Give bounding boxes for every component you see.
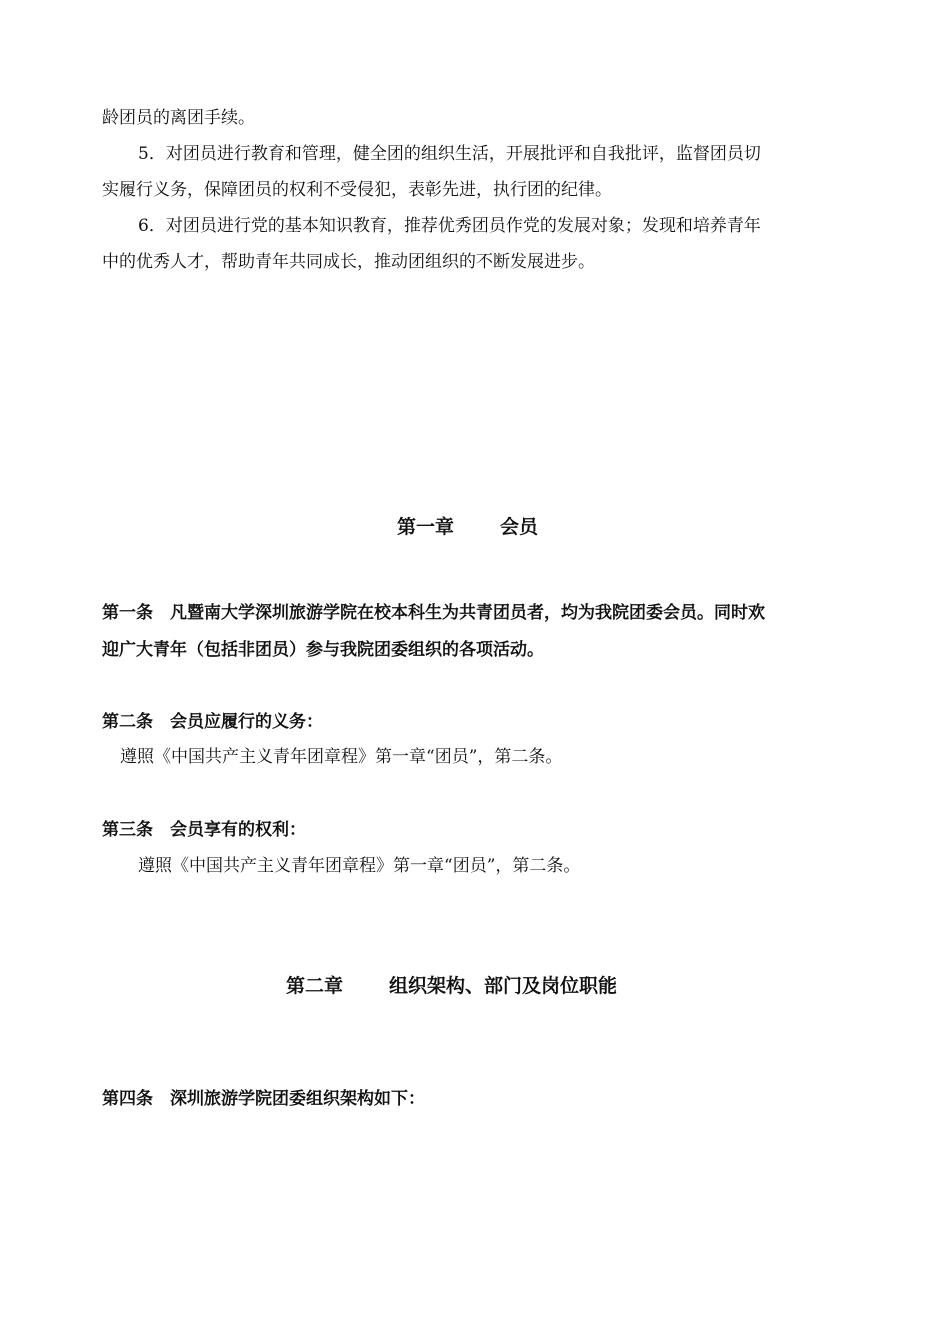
article-3-heading (102, 818, 306, 842)
list-item-5-line-1: 5．对团员进行教育和管理，健全团的组织生活，开展批评和自我批评，监督团员切 (138, 144, 761, 164)
article-2-body: 遵照《中国共产主义青年团章程》第一章“团员”，第二条。 (120, 747, 563, 767)
chapter-1-title: 会员 (500, 516, 539, 538)
chapter-2-heading (286, 973, 617, 999)
article-4-heading (102, 1087, 425, 1111)
list-item-5-line-2: 实履行义务，保障团员的权利不受侵犯，表彰先进，执行团的纪律。 (102, 180, 612, 200)
chapter-2-label: 第二章 (286, 975, 344, 997)
article-4-title: 深圳旅游学院团委组织架构如下： (170, 1089, 425, 1109)
chapter-1-heading (397, 514, 538, 540)
article-3-body: 遵照《中国共产主义青年团章程》第一章“团员”，第二条。 (138, 856, 581, 876)
paragraph-continuation: 龄团员的离团手续。 (102, 108, 255, 128)
article-3-title: 会员享有的权利： (170, 820, 306, 840)
article-1-line-1 (102, 601, 765, 625)
article-3-label: 第三条 (102, 820, 153, 840)
chapter-2-title: 组织架构、部门及岗位职能 (389, 975, 618, 997)
article-2-label: 第二条 (102, 712, 153, 732)
article-1-text: 凡暨南大学深圳旅游学院在校本科生为共青团员者，均为我院团委会员。同时欢 (170, 603, 765, 623)
article-2-title: 会员应履行的义务： (170, 712, 323, 732)
article-4-label: 第四条 (102, 1089, 153, 1109)
article-2-heading (102, 710, 323, 734)
chapter-1-label: 第一章 (397, 516, 455, 538)
list-item-6-line-2: 中的优秀人才，帮助青年共同成长，推动团组织的不断发展进步。 (102, 252, 595, 272)
article-1-label: 第一条 (102, 603, 153, 623)
list-item-6-line-1: 6．对团员进行党的基本知识教育，推荐优秀团员作党的发展对象；发现和培养青年 (138, 216, 761, 236)
article-1-line-2: 迎广大青年（包括非团员）参与我院团委组织的各项活动。 (102, 640, 544, 660)
